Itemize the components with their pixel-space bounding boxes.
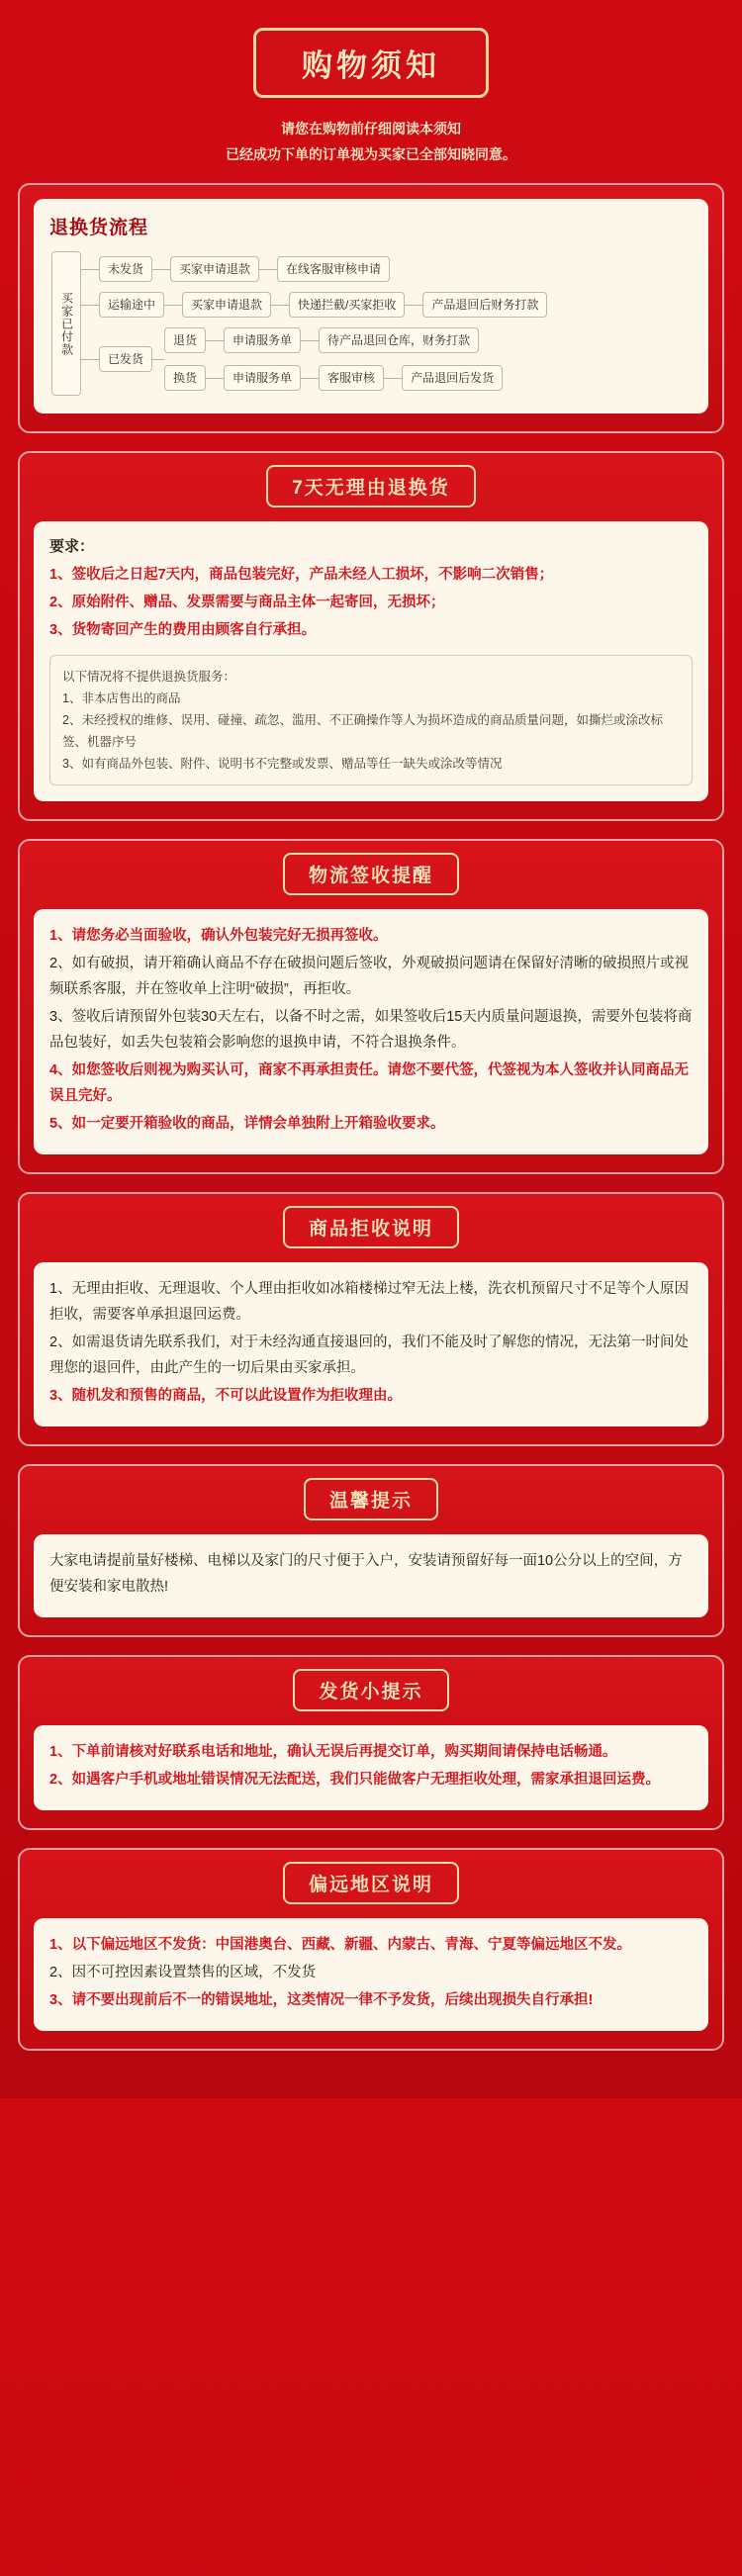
section-title-7day: 7天无理由退换货: [266, 465, 476, 507]
intro-text: [18, 116, 724, 167]
flow-root-node: [51, 251, 81, 396]
line-item: 2、原始附件、赠品、发票需要与商品主体一起寄回，无损坏；: [49, 595, 445, 610]
flow-node-unshipped-step-1: 买家申请退款: [170, 256, 259, 282]
section-shipping-tips: [18, 1655, 724, 1830]
flow-shipped-subgroup: [164, 327, 503, 391]
flow-node-intransit: 运输途中: [99, 292, 164, 318]
flow-node-unshipped-step-2: 在线客服审核申请: [277, 256, 390, 282]
note-title: 以下情况将不提供退换货服务：: [62, 670, 236, 684]
card-refuse: [34, 1262, 708, 1426]
connector-line: [405, 305, 422, 306]
flow-node-unshipped: 未发货: [99, 256, 152, 282]
no-return-note: [49, 655, 693, 785]
section-title-delivery: 物流签收提醒: [283, 853, 459, 895]
connector-line: [206, 378, 224, 379]
line-item: 2、如遇客户手机或地址错误情况无法配送，我们只能做客户无理拒收处理，需家承担退回运费。: [49, 1772, 661, 1788]
flow-row-shipped: [81, 322, 691, 396]
note-line: 2、未经授权的维修、误用、碰撞、疏忽、滥用、不正确操作等人为损坏造成的商品质量问题，如撕烂或涂改标签、机器序号: [62, 713, 663, 749]
line-item: 3、货物寄回产生的费用由顾客自行承担。: [49, 622, 317, 638]
line-item: 3、请不要出现前后不一的错误地址，这类情况一律不予发货，后续出现损失自行承担!: [49, 1992, 594, 2008]
line-item: 5、如一定要开箱验收的商品，详情会单独附上开箱验收要求。: [49, 1116, 445, 1132]
connector-line: [259, 269, 277, 270]
card-delivery: [34, 909, 708, 1154]
requirements-lines: [49, 562, 693, 643]
flow-row-intransit: [81, 287, 691, 322]
note-line: 1、非本店售出的商品: [62, 691, 181, 705]
intro-line-2: 已经成功下单的订单视为买家已全部知晓同意。: [226, 146, 516, 162]
flow-node-exchange-step-3: 产品退回后发货: [402, 365, 503, 391]
section-title-wrap: [34, 1669, 708, 1711]
card-shipping-tips: [34, 1725, 708, 1810]
header-banner: [18, 28, 724, 98]
flow-node-return-step-1: 申请服务单: [224, 327, 301, 353]
refuse-lines: [49, 1276, 693, 1409]
connector-line: [164, 305, 182, 306]
section-title-warm-tips: 温馨提示: [304, 1478, 438, 1520]
page-title: 购物须知: [253, 28, 489, 98]
flow-node-intransit-step-2: 快递拦截/买家拒收: [289, 292, 405, 318]
flow-node-exchange-step-2: 客服审核: [319, 365, 384, 391]
section-title-wrap: [34, 1478, 708, 1520]
return-flow-title: 退换货流程: [49, 218, 149, 238]
connector-line: [301, 340, 319, 341]
warm-tips-lines: [49, 1548, 693, 1600]
line-item: 3、签收后请预留外包装30天左右，以备不时之需，如果签收后15天内质量问题退换，需要外包装将商品包装好，如丢失包装箱会影响您的退换申请，不符合退换条件。: [49, 1009, 693, 1051]
delivery-lines: [49, 923, 693, 1137]
flow-row-exchange: [164, 359, 503, 391]
connector-line: [271, 305, 289, 306]
line-item: 大家电请提前量好楼梯、电梯以及家门的尺寸便于入户，安装请预留好每一面10公分以上的空间，方便安装和家电散热!: [49, 1553, 683, 1595]
section-warm-tips: [18, 1464, 724, 1637]
line-item: 2、因不可控因素设置禁售的区域，不发货: [49, 1965, 317, 1980]
line-item: 2、如有破损，请开箱确认商品不存在破损问题后签收，外观破损问题请在保留好清晰的破损照片或视频联系客服，并在签收单上注明“破损”，再拒收。: [49, 956, 690, 997]
connector-line: [384, 378, 402, 379]
line-item: 4、如您签收后则视为购买认可，商家不再承担责任。请您不要代签，代签视为本人签收并认同商品无误且完好。: [49, 1062, 690, 1104]
section-title-wrap: [34, 1206, 708, 1248]
remote-areas-lines: [49, 1932, 693, 2013]
flow-node-return-step-2: 待产品退回仓库，财务打款: [319, 327, 479, 353]
section-refuse-goods: [18, 1192, 724, 1446]
flow-node-intransit-step-3: 产品退回后财务打款: [422, 292, 547, 318]
connector-line: [81, 359, 99, 360]
section-title-wrap: [34, 465, 708, 507]
card-remote-areas: [34, 1918, 708, 2031]
line-item: 1、下单前请核对好联系电话和地址，确认无误后再提交订单，购买期间请保持电话畅通。: [49, 1744, 617, 1760]
flow-row-unshipped: [81, 251, 691, 287]
connector-line: [81, 305, 99, 306]
section-remote-areas: [18, 1848, 724, 2051]
line-item: 1、请您务必当面验收，确认外包装完好无损再签收。: [49, 928, 388, 944]
section-title-shipping-tips: 发货小提示: [293, 1669, 448, 1711]
line-item: 1、签收后之日起7天内，商品包装完好，产品未经人工损坏，不影响二次销售；: [49, 567, 554, 583]
section-title-remote-areas: 偏远地区说明: [283, 1862, 459, 1904]
note-line: 3、如有商品外包装、附件、说明书不完整或发票、赠品等任一缺失或涂改等情况: [62, 757, 503, 771]
return-flow-card: [34, 199, 708, 414]
section-delivery-signing: [18, 839, 724, 1174]
flow-node-return: 退货: [164, 327, 206, 353]
section-title-refuse: 商品拒收说明: [283, 1206, 459, 1248]
line-item: 1、以下偏远地区不发货：中国港奥台、西藏、新疆、内蒙古、青海、宁夏等偏远地区不发。: [49, 1937, 632, 1953]
flow-node-exchange-step-1: 申请服务单: [224, 365, 301, 391]
flow-node-intransit-step-1: 买家申请退款: [182, 292, 271, 318]
section-title-wrap: [34, 1862, 708, 1904]
connector-line: [152, 269, 170, 270]
section-title-wrap: [34, 853, 708, 895]
connector-line: [206, 340, 224, 341]
flow-node-shipped: 已发货: [99, 346, 152, 372]
section-return-flow: [18, 183, 724, 433]
shipping-tips-lines: [49, 1739, 693, 1793]
requirements-heading: 要求：: [49, 538, 95, 555]
card-7day: [34, 521, 708, 801]
connector-line: [152, 359, 164, 360]
connector-line: [301, 378, 319, 379]
flow-row-return: [164, 327, 503, 359]
card-warm-tips: [34, 1534, 708, 1617]
flow-branches: [81, 251, 691, 396]
section-7day-return: [18, 451, 724, 821]
intro-line-1: 请您在购物前仔细阅读本须知: [281, 121, 461, 137]
line-item: 1、无理由拒收、无理退收、个人理由拒收如冰箱楼梯过窄无法上楼，洗衣机预留尺寸不足等个人原因拒收，需要客单承担退回运费。: [49, 1281, 690, 1323]
flow-node-exchange: 换货: [164, 365, 206, 391]
flow-root-label: 买家已付款: [59, 291, 74, 356]
line-item: 3、随机发和预售的商品，不可以此设置作为拒收理由。: [49, 1388, 403, 1404]
line-item: 2、如需退货请先联系我们，对于未经沟通直接退回的，我们不能及时了解您的情况，无法第一时间处理您的退回件，由此产生的一切后果由买家承担。: [49, 1334, 690, 1376]
return-flow-diagram: [49, 247, 693, 398]
connector-line: [81, 269, 99, 270]
